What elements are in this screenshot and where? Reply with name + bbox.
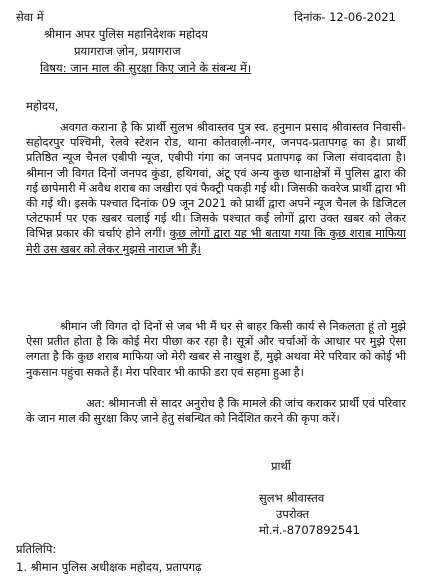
body-paragraph-1-text: अवगत कराना है कि प्रार्थी सुलभ श्रीवास्तव पुत्र स्व. हनुमान प्रसाद श्रीवास्तव निवासी-सहोदरपुर पश्चिमी, रेलवे स्टेशन रोड, थाना कोतवाली-नगर, जनपद-प्रतापगढ़ का है। प्रार्थी प्रतिष्ठित न्यूज चैनल एबीपी न्यूज, एबीपी गंगा का जनपद प्रतापगढ़ का जिला संवाददाता है। श्रीमान जी विगत दिनों जनपद कुंडा, हथिगवां, अंटू एवं अन्य कुछ थानाक्षेत्रों में पुलिस द्वारा की गई छापेमारी में अवैध शराब का जखीरा एवं फैक्ट्री पकड़ी गई थी। जिसकी कवरेज प्रार्थी द्वारा भी की गई थी। इसके पश्चात दिनांक 09 जून 2021 को प्रार्थी द्वारा अपने न्यूज चैनल के डिजिटल प्लेटफार्म पर एक खबर चलाई गई थी। जिसके पश्चात कई लोगों द्वारा उक्त खबर को लेकर विभिन्न प्रकार की चर्चाएं होने लगीं। — [26, 121, 406, 241]
body-paragraph-1 — [26, 120, 406, 257]
salutation: महोदय, — [26, 99, 59, 113]
subject-line: विषय: जान माल की सुरक्षा किए जाने के संबन्ध में। — [40, 61, 252, 75]
body-paragraph-1-underlined: कुछ लोगों द्वारा यह भी बताया गया कि कुछ शराब माफिया मेरी उस खबर को लेकर मुझसे नाराज भी हैं। — [26, 227, 406, 256]
signatory-name: सुलभ श्रीवास्तव — [259, 491, 325, 505]
addressee-line-1: श्रीमान अपर पुलिस महानिदेशक महोदय — [44, 27, 208, 41]
body-paragraph-2: श्रीमान जी विगत दो दिनों से जब भी मैं घर से बाहर किसी कार्य से निकलता हूं तो मुझे ऐसा प्रतीत होता है कि कोई मेरा पीछा कर रहा है। सूत्रों और चर्चाओं के आधार पर मुझे ऐसा लगता है कि कुछ शराब माफिया जो मेरी खबर से नाखुश हैं, मुझे अथवा मेरे परिवार को कोई भी नुकसान पहुंचा सकते हैं। मेरा परिवार भी काफी डरा एवं सहमा हुआ है। — [26, 320, 406, 379]
copy-label: प्रतिलिपि: — [16, 542, 57, 556]
body-paragraph-3: अत: श्रीमानजी से सादर अनुरोध है कि मामले की जांच कराकर प्रार्थी एवं परिवार के जान माल की सुरक्षा किए जाने हेतु संबन्धित को निर्देशित करने की कृपा करें। — [26, 397, 406, 426]
copy-item: 1. श्रीमान पुलिस अधीक्षक महोदय, प्रतापगढ़ — [16, 560, 202, 574]
mobile-number: मो.नं.-8707892541 — [259, 523, 360, 537]
signatory-designation: उपरोक्त — [276, 507, 310, 521]
date-line: दिनांक- 12-06-2021 — [294, 10, 396, 24]
addressee-line-2: प्रयागराज ज़ोन, प्रयागराज — [74, 44, 181, 58]
to-line: सेवा में — [16, 10, 44, 24]
applicant-label: प्रार्थी — [271, 459, 291, 473]
